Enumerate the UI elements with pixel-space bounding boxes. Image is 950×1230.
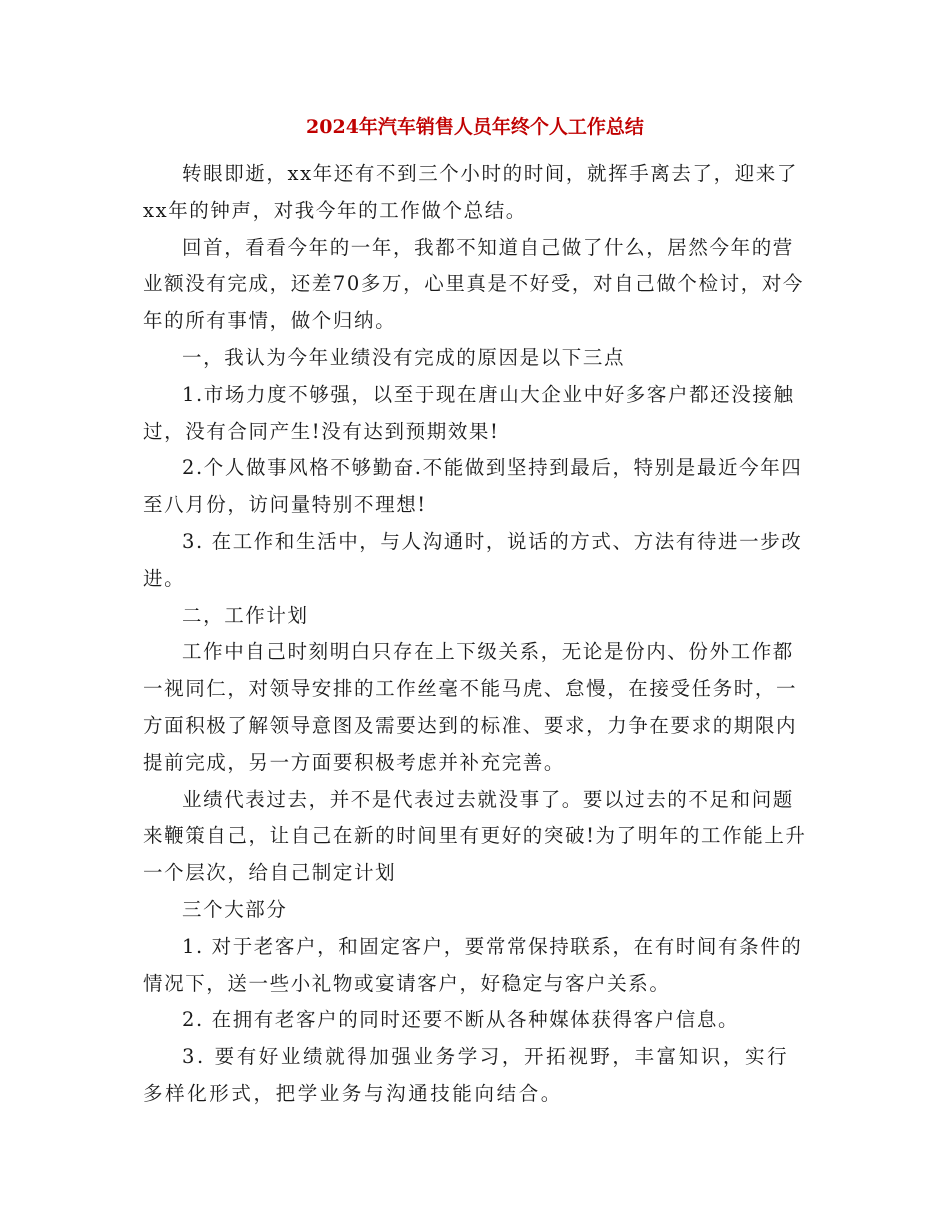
paragraph-intro: 转眼即逝，xx年还有不到三个小时的时间，就挥手离去了，迎来了xx年的钟声，对我今年的工作做个总结。 [143,162,798,222]
heading-reasons: 一，我认为今年业绩没有完成的原因是以下三点 [182,345,626,369]
document-body [143,156,809,1113]
heading-work-plan: 二，工作计划 [182,603,309,627]
paragraph-plan-3: 3. 要有好业绩就得加强业务学习，开拓视野，丰富知识，实行多样化形式，把学业务与沟通技能向结合。 [143,1045,790,1105]
paragraph-work-attitude: 工作中自己时刻明白只存在上下级关系，无论是份内、份外工作都一视同仁，对领导安排的工作丝毫不能马虎、怠慢，在接受任务时，一方面积极了解领导意图及需要达到的标准、要求，力争在要求的期限内提前完成，另一方面要积极考虑并补充完善。 [143,640,798,774]
paragraph-reason-3: 3. 在工作和生活中，与人沟通时，说话的方式、方法有待进一步改进。 [143,529,803,590]
paragraph-review: 回首，看看今年的一年，我都不知道自己做了什么，居然今年的营业额没有完成，还差70多万，心里真是不好受，对自己做个检讨，对今年的所有事情，做个归纳。 [143,235,805,333]
document-title: 2024年汽车销售人员年终个人工作总结 [306,116,644,138]
paragraph-plan-2: 2. 在拥有老客户的同时还要不断从各种媒体获得客户信息。 [182,1008,740,1032]
paragraph-reason-1: 1.市场力度不够强，以至于现在唐山大企业中好多客户都还没接触过，没有合同产生!没有达到预期效果! [143,382,795,443]
paragraph-plan-1: 1. 对于老客户，和固定客户，要常常保持联系，在有时间有条件的情况下，送一些小礼物或宴请客户，好稳定与客户关系。 [143,934,803,995]
heading-three-parts: 三个大部分 [182,897,288,921]
paragraph-performance: 业绩代表过去，并不是代表过去就没事了。要以过去的不足和问题来鞭策自己，让自己在新的时间里有更好的突破!为了明年的工作能上升一个层次，给自己制定计划 [143,787,807,885]
paragraph-reason-2: 2.个人做事风格不够勤奋.不能做到坚持到最后，特别是最近今年四至八月份，访问量特别不理想! [143,456,803,517]
